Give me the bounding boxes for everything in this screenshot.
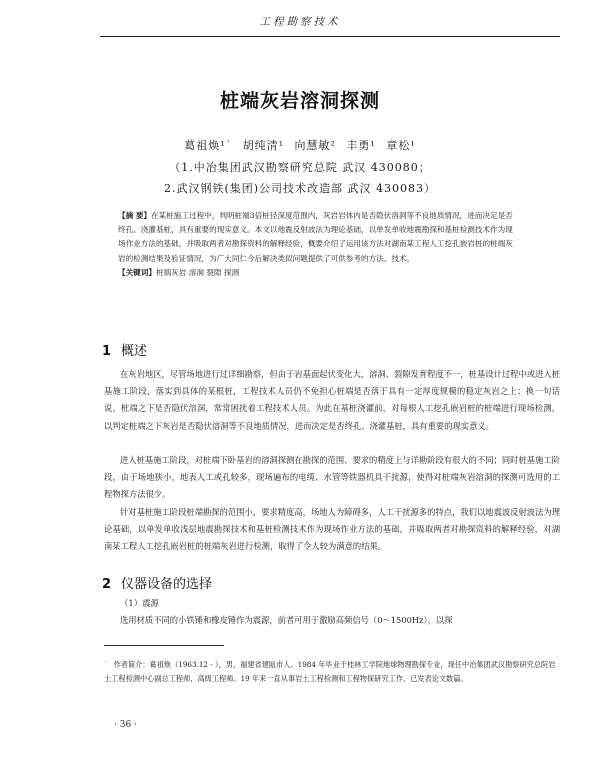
- keywords-label: 【关键词】: [118, 267, 156, 277]
- body-paragraph: 针对基桩施工阶段桩端勘探的范围小，要求精度高，场地人为障碍多，人工干扰源多的特点，我们以地震波反射波法为理论基础，以单发单收浅层地震勘探技术和基桩检测技术作为现场作业方法的基础，并吸取两者对勘探资料的解释经验，对湖南某工程人工挖孔嵌岩桩的桩端灰岩进行检测，取得了令人较为满意的结果。: [104, 507, 560, 552]
- footnote-marker: ˙: [104, 660, 108, 669]
- body-paragraph: 进入桩基施工阶段，对桩端下卧基岩的溶洞探测在勘探的范围、要求的精度上与详勘阶段有很大的不同；同时桩基施工阶段，由于场地狭小，地表人工或孔较多，现场遍布的电缆、水管等铁器机具干扰源，使得对桩端灰岩溶洞的探测可选用的工程物探方法很少。: [104, 455, 560, 500]
- subsection-heading: （1）震源: [120, 598, 159, 608]
- header-rule: [100, 36, 560, 37]
- keywords-text: 桩端灰岩 溶洞 裂隙 探测: [155, 267, 240, 277]
- section-number: 2: [102, 577, 112, 592]
- keywords-line: [118, 266, 520, 280]
- author-list: 葛祖焕¹˙ 胡纯清¹ 向慧敏² 丰勇¹ 章松¹: [184, 139, 416, 152]
- body-paragraph: 在灰岩地区，尽管场地进行过详细勘察，但由于岩基面起伏变化大，溶洞、裂隙发育程度不一，桩基设计过程中或进入桩基施工阶段，落实到具体的某根桩，工程技术人员仍不免担心桩端是否落于具有一定厚度规模的稳定灰岩之上；换一句话说，桩端之下是否隐伏溶洞，常常困扰着工程技术人员。为此在基桩浇灌前，对每根人工挖孔嵌岩桩的桩端进行现场检测，以判定桩端之下灰岩是否隐伏溶洞等不良地质情况，进而决定是否终孔、浇灌基桩，具有重要的现实意义。: [104, 369, 560, 431]
- page-number: · 36 ·: [114, 720, 137, 730]
- section-heading-1: [102, 340, 147, 359]
- affiliation-2: 2.武汉钢铁(集团)公司技术改造部 武汉 430083）: [163, 182, 437, 195]
- footnote-rule: [104, 645, 224, 646]
- paper-title: 桩端灰岩溶洞探测: [219, 90, 380, 112]
- body-paragraph: 选用材质不同的小铁锤和橡皮锤作为震源，前者可用于激励高频信号（0～1500Hz），以探: [120, 615, 453, 625]
- section-title: 仪器设备的选择: [121, 577, 213, 592]
- abstract-text: 在某桩施工过程中，判明桩端3倍桩径深度范围内，灰岩岩体内是否隐伏溶洞等不良地质情况，进而决定是否终孔、浇灌基桩，具有重要的现实意义。本文以地震反射波法为理论基础，以单发单收地震勘探和基桩检测技术作为现场作业方法的基础，并吸取两者对勘探资料的解释经验，概要介绍了运用该方法对湖南某工程人工挖孔嵌岩桩的桩端灰岩的检测结果及验证情况，为广大同仁今后解决类似问题提供了可供参考的方法、技术。: [118, 211, 513, 263]
- abstract-label: 【摘 要】: [118, 211, 152, 220]
- abstract-block: [118, 209, 520, 280]
- section-title: 概述: [121, 344, 148, 359]
- abstract-paragraph: [118, 209, 520, 266]
- footnote: [104, 658, 560, 686]
- running-head: 工程勘察技术: [259, 16, 341, 28]
- affiliation-1: （1.中冶集团武汉勘察研究总院 武汉 430080；: [169, 161, 431, 174]
- section-number: 1: [102, 344, 112, 359]
- footnote-text: 作者简介：葛祖焕（1963.12 - ），男，福建省建瓯市人。1984 年毕业于桂林工学院地球物理勘探专业，现任中冶集团武汉勘察研究总院岩土工程检测中心副总工程师，高级工程师。19 年来一直从事岩土工程检测和工程物探研究工作，已发表论文数篇。: [104, 660, 556, 684]
- section-heading-2: [102, 573, 212, 592]
